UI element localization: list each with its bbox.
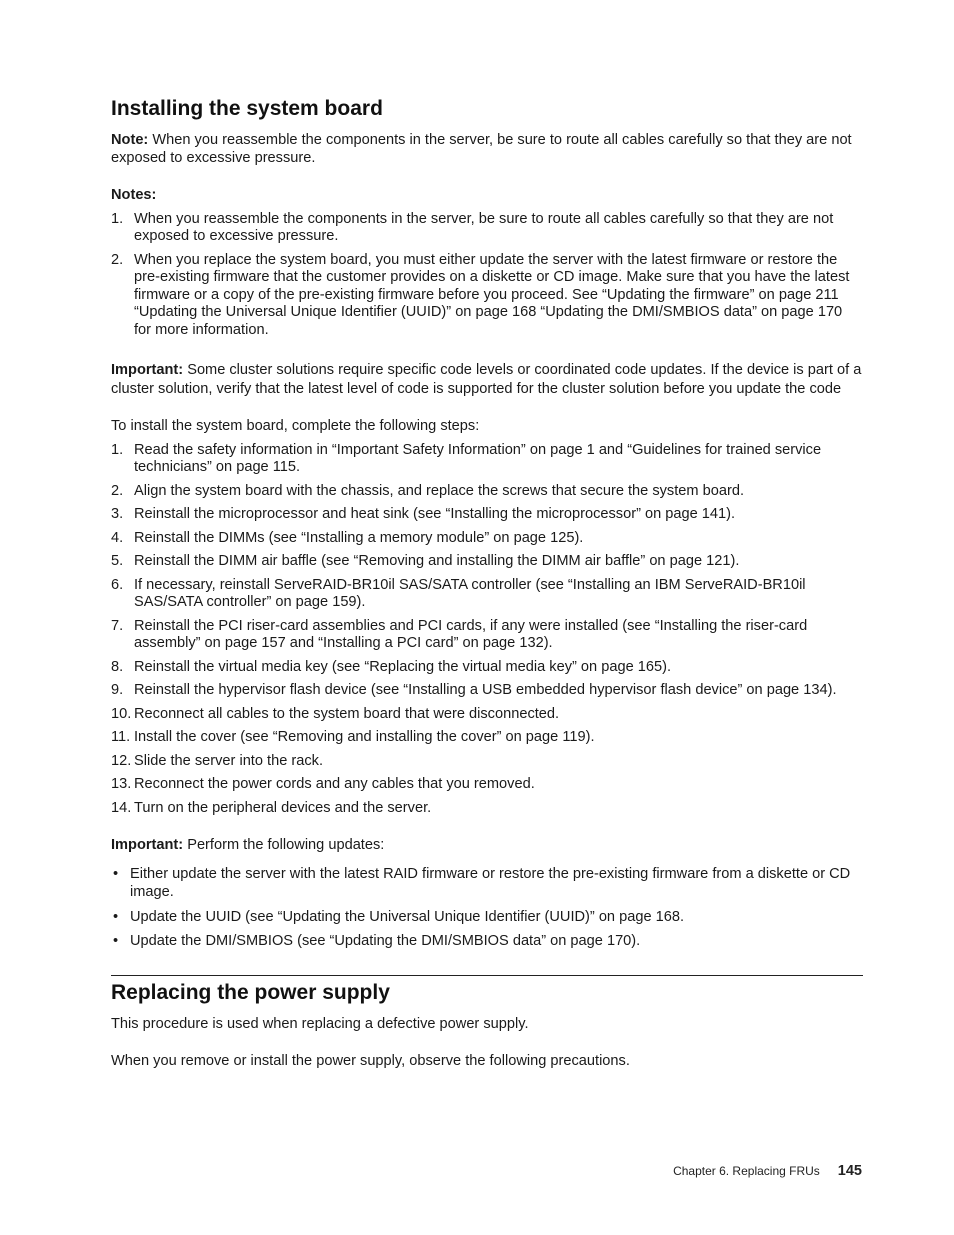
list-item: 2. When you replace the system board, you must either update the server with the latest firmware or restore the pre-existing firmware that the customer provides on a diskette or CD image. Make sure that you have the latest firmware or a copy of the pre-existing firmware before you proceed. See “Updating the firmware” on page 211 “Updating the Universal Unique Identifier (UUID)” on page 168 “Updating the DMI/SMBIOS data” on page 170 for more information. xyxy=(111,251,850,338)
note-text: When you reassemble the components in the server, be sure to route all cables carefully so that they are not exposed to excessive pressure. xyxy=(111,132,852,166)
bullet-icon: • xyxy=(113,933,119,949)
list-item: 6. If necessary, reinstall ServeRAID-BR10il SAS/SATA controller (see “Installing an IBM ServeRAID-BR10il SAS/SATA controller” on page 159). xyxy=(111,576,806,610)
note-paragraph xyxy=(111,132,863,167)
list-item: 9. Reinstall the hypervisor flash device (see “Installing a USB embedded hypervisor flash device” on page 134). xyxy=(111,682,837,698)
list-item: 7. Reinstall the PCI riser-card assemblies and PCI cards, if any were installed (see “Installing the riser-card assembly” on page 157 and “Installing a PCI card” on page 132). xyxy=(111,617,808,651)
page-number: 145 xyxy=(837,1163,862,1179)
important-label: Important: xyxy=(111,837,184,853)
important-paragraph: Important: Some cluster solutions require specific code levels or coordinated code updates. If the device is part of a cluster solution, verify that the latest level of code is supported for the cluster solution before you update the code xyxy=(111,362,862,397)
list-item: 2. Align the system board with the chassis, and replace the screws that secure the system board. xyxy=(111,482,744,499)
steps-intro: To install the system board, complete the following steps: xyxy=(111,418,480,434)
list-item: • Update the UUID (see “Updating the Universal Unique Identifier (UUID)” on page 168. xyxy=(113,908,685,925)
list-item: 1. Read the safety information in “Important Safety Information” on page 1 and “Guidelines for trained service technicians” on page 115. xyxy=(111,441,822,475)
notes-heading: Notes: xyxy=(111,187,157,203)
list-item: 4. Reinstall the DIMMs (see “Installing a memory module” on page 125). xyxy=(111,529,584,546)
footer-chapter: Chapter 6. Replacing FRUs xyxy=(673,1164,820,1178)
list-item: 14. Turn on the peripheral devices and the server. xyxy=(111,799,432,816)
list-item: 11. Install the cover (see “Removing and installing the cover” on page 119). xyxy=(111,729,595,745)
bullet-icon: • xyxy=(113,908,119,925)
page-footer xyxy=(673,1163,862,1179)
document-page xyxy=(111,96,863,1071)
power-supply-paragraph-1: This procedure is used when replacing a defective power supply. xyxy=(111,1015,529,1032)
power-supply-paragraph-2: When you remove or install the power supply, observe the following precautions. xyxy=(111,1053,630,1069)
list-item: 5. Reinstall the DIMM air baffle (see “Removing and installing the DIMM air baffle” on page 121). xyxy=(111,553,740,569)
list-item: • Update the DMI/SMBIOS (see “Updating the DMI/SMBIOS data” on page 170). xyxy=(113,933,641,949)
list-item: 1. When you reassemble the components in the server, be sure to route all cables carefully so that they are not exposed to excessive pressure. xyxy=(111,210,834,244)
list-item: 12. Slide the server into the rack. xyxy=(111,752,323,769)
section-title-installing-system-board: Installing the system board xyxy=(111,97,383,120)
updates-list xyxy=(111,865,863,951)
list-item: 8. Reinstall the virtual media key (see “Replacing the virtual media key” on page 165). xyxy=(111,658,671,675)
bullet-icon: • xyxy=(113,865,119,882)
note-label: Note: xyxy=(111,132,149,148)
important-label: Important: xyxy=(111,362,184,378)
important-updates-paragraph: Important: Perform the following updates: xyxy=(111,837,385,853)
list-item: 10. Reconnect all cables to the system board that were disconnected. xyxy=(111,705,560,722)
section-title-replacing-power-supply: Replacing the power supply xyxy=(111,980,390,1004)
list-item: 3. Reinstall the microprocessor and heat sink (see “Installing the microprocessor” on page 141). xyxy=(111,506,736,522)
steps-list xyxy=(111,442,863,818)
notes-list xyxy=(111,211,863,340)
list-item: 13. Reconnect the power cords and any cables that you removed. xyxy=(111,776,535,792)
list-item: • Either update the server with the latest RAID firmware or restore the pre-existing firmware from a diskette or CD image. xyxy=(113,865,851,900)
